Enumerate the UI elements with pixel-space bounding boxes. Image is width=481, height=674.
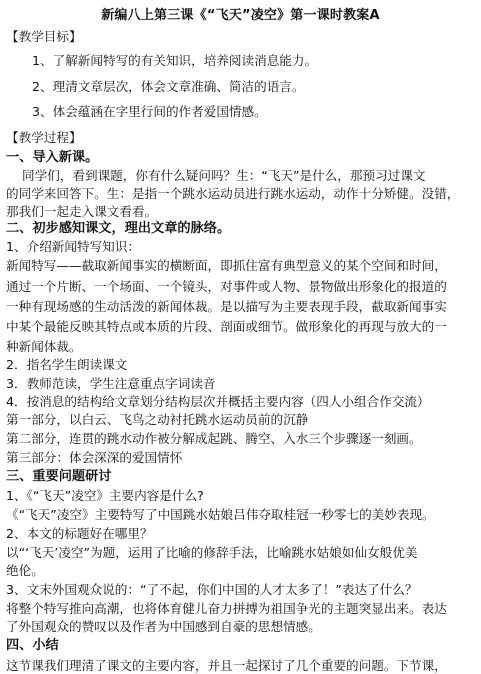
paragraph-line: 的同学来回答下。生：是指一个跳水运动员进行跳水运动，动作十分矫健。没错， bbox=[6, 186, 460, 201]
paragraph-line: 这节课我们理清了课文的主要内容，并且一起探讨了几个重要的问题。下节课， bbox=[6, 658, 447, 673]
objective-item: 1、了解新闻特写的有关知识，培养阅读消息能力。 bbox=[32, 53, 318, 68]
list-item: 2．指名学生朗读课文 bbox=[6, 357, 128, 372]
list-item: 第一部分，以白云、飞鸟之动衬托跳水运动员前的沉静 bbox=[6, 412, 309, 427]
answer: 以“‘飞天’凌空”为题，运用了比喻的修辞手法，比喻跳水姑娘如仙女般优美 bbox=[6, 545, 418, 560]
answer: 《“飞天”凌空》主要特写了中国跳水姑娘吕伟夺取桂冠一秒零七的美妙表现。 bbox=[6, 507, 435, 522]
answer: 将整个特写推向高潮，也将体育健儿奋力拼搏为祖国争光的主题突显出来。表达 bbox=[6, 601, 447, 616]
answer: 了外国观众的赞叹以及作者为中国感到自豪的思想情感。 bbox=[6, 619, 321, 634]
section-heading-structure: 二、初步感知课文，理出文章的脉络。 bbox=[6, 221, 231, 236]
list-item: 3．教师范读，学生注意重点字词读音 bbox=[6, 376, 216, 391]
answer: 绝伦。 bbox=[6, 563, 44, 578]
list-item: 第二部分，连贯的跳水动作被分解成起跳、腾空、入水三个步骤逐一刻画。 bbox=[6, 431, 422, 446]
section-heading-intro: 一、导入新课。 bbox=[6, 150, 99, 165]
paragraph-line: 通过一个片断、一个场面、一个镜头，对事件或人物、景物做出形象化的报道的 bbox=[6, 279, 447, 294]
paragraph-line: 中某个最能反映其特点或本质的片段、剖面或细节。做形象化的再现与放大的一 bbox=[6, 319, 447, 334]
list-item: 第三部分：体会深深的爱国情怀 bbox=[6, 450, 183, 465]
objectives-heading: 【教学目标】 bbox=[6, 29, 82, 44]
paragraph-line: 一种有现场感的生动活泼的新闻体裁。是以描写为主要表现手段，截取新闻事实 bbox=[6, 299, 447, 314]
subheading: 1、介绍新闻特写知识： bbox=[6, 239, 140, 254]
paragraph-line: 那我们一起走入课文看看。 bbox=[6, 204, 158, 219]
paragraph-line: 种新闻体裁。 bbox=[6, 339, 82, 354]
question: 2、本文的标题好在哪里？ bbox=[6, 526, 153, 541]
question: 1、《“飞天”凌空》主要内容是什么? bbox=[6, 488, 204, 503]
question: 3、文末外国观众说的：“了不起，你们中国的人才太多了！”表达了什么？ bbox=[6, 582, 418, 597]
objective-item: 2、理清文章层次，体会文章准确、简洁的语言。 bbox=[32, 79, 305, 94]
objective-item: 3、体会蕴涵在字里行间的作者爱国情感。 bbox=[32, 104, 267, 119]
list-item: 4．按消息的结构给文章划分结构层次并概括主要内容（四人小组合作交流） bbox=[6, 394, 430, 409]
section-heading-questions: 三、重要问题研讨 bbox=[6, 469, 112, 484]
paragraph-line: 新闻特写——截取新闻事实的横断面，即抓住富有典型意义的某个空间和时间， bbox=[6, 258, 447, 273]
section-heading-summary: 四、小结 bbox=[6, 638, 59, 653]
page-title: 新编八上第三课《“飞天”凌空》第一课时教案A bbox=[101, 8, 380, 23]
paragraph-line: 同学们，看到课题，你有什么疑问吗？生：“飞天”是什么，那预习过课文 bbox=[22, 168, 426, 183]
process-heading: 【教学过程】 bbox=[6, 130, 82, 145]
